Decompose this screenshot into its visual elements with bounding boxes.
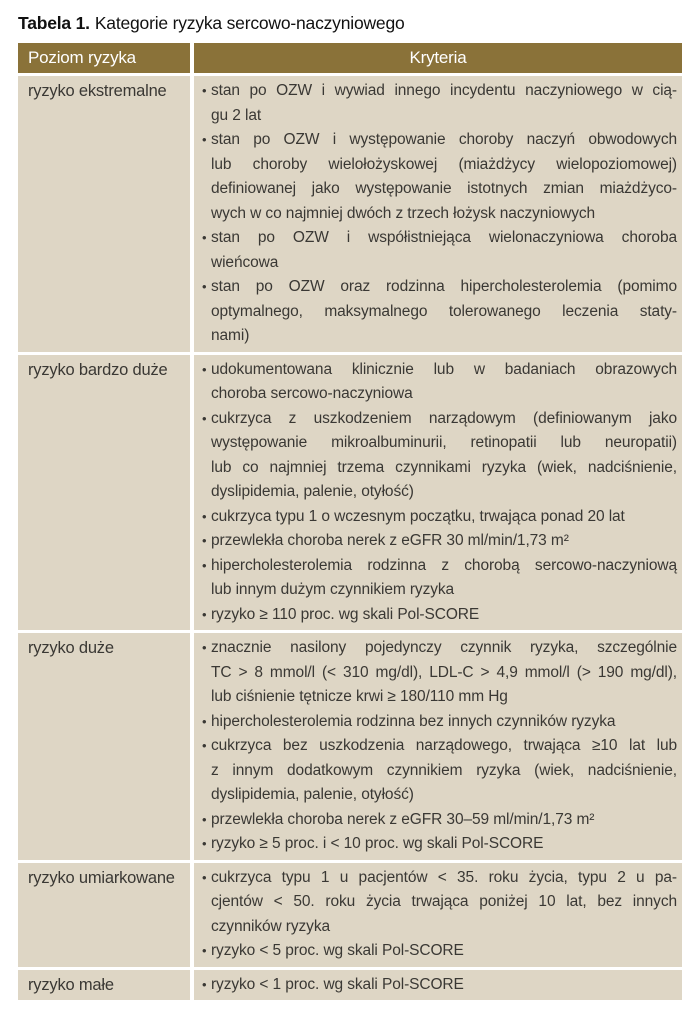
criteria-item	[202, 603, 677, 628]
bullet-icon: •	[202, 836, 207, 851]
criteria-item	[202, 939, 677, 964]
risk-level-cell: ryzyko ekstremalne	[18, 76, 190, 352]
criteria-line: występowanie mikroalbuminurii, retinopatii lub neuropatii)	[211, 434, 677, 451]
criteria-line: udokumentowana klinicznie lub w badaniach obrazowych	[211, 360, 677, 378]
criteria-item	[202, 128, 677, 226]
table-caption	[18, 13, 682, 34]
criteria-line: cukrzyca typu 1 u pacjentów < 35. roku życia, typu 2 u pa-	[211, 868, 677, 886]
criteria-item	[202, 866, 677, 940]
bullet-icon: •	[202, 508, 207, 524]
criteria-line: TC > 8 mmol/l (< 310 mg/dl), LDL-C > 4,9 mmol/l (> 190 mg/dl),	[211, 663, 677, 681]
criteria-line: stan po OZW i wywiad innego incydentu naczyniowego w cią-	[211, 82, 677, 99]
risk-level-cell: ryzyko bardzo duże	[18, 355, 190, 631]
criteria-cell	[194, 863, 682, 967]
criteria-line: wieńcowa	[211, 253, 279, 271]
criteria-line: znacznie nasilony pojedynczy czynnik ryzyka, szczególnie	[211, 639, 677, 656]
criteria-line: wych w co najmniej dwóch z trzech łożysk naczyniowych	[211, 204, 596, 222]
bullet-icon: •	[202, 410, 207, 426]
criteria-line: przewlekła choroba nerek z eGFR 30–59 ml/min/1,73 m²	[211, 810, 595, 828]
criteria-item	[202, 636, 677, 710]
criteria-item	[202, 710, 677, 735]
criteria-item	[202, 973, 677, 998]
criteria-line: stan po OZW oraz rodzinna hipercholesterolemia (pomimo	[211, 278, 677, 295]
criteria-line: przewlekła choroba nerek z eGFR 30 ml/min/1,73 m²	[211, 532, 569, 549]
bullet-icon: •	[202, 557, 207, 573]
criteria-line: lub innym dużym czynnikiem ryzyka	[211, 581, 455, 598]
criteria-line: cjentów < 50. roku życia trwająca poniżej 10 lat, bez innych	[211, 893, 677, 910]
criteria-line: cukrzyca z uszkodzeniem narządowym (definiowanym jako	[211, 409, 677, 427]
risk-level-cell: ryzyko umiarkowane	[18, 863, 190, 967]
criteria-line: nami)	[211, 327, 250, 344]
criteria-line: hipercholesterolemia rodzinna bez innych czynników ryzyka	[211, 712, 616, 730]
criteria-line: gu 2 lat	[211, 106, 262, 124]
criteria-item	[202, 407, 677, 505]
table-caption-text: Kategorie ryzyka sercowo-naczyniowego	[94, 13, 405, 33]
risk-level-cell: ryzyko małe	[18, 970, 190, 1001]
bullet-icon: •	[202, 738, 207, 753]
criteria-line: hipercholesterolemia rodzinna z chorobą sercowo-naczyniową	[211, 556, 677, 574]
criteria-item	[202, 226, 677, 275]
bullet-icon: •	[202, 361, 207, 377]
criteria-line: stan po OZW i współistniejąca wielonaczyniowa choroba	[211, 229, 677, 246]
criteria-line: dyslipidemia, palenie, otyłość)	[211, 483, 414, 500]
bullet-icon: •	[202, 230, 207, 245]
risk-level-cell: ryzyko duże	[18, 633, 190, 860]
criteria-item	[202, 79, 677, 128]
criteria-line: dyslipidemia, palenie, otyłość)	[211, 786, 414, 803]
criteria-item	[202, 734, 677, 808]
bullet-icon: •	[202, 83, 207, 98]
criteria-line: lub choroby wielołożyskowej (miażdżycy wielopoziomowej)	[211, 155, 677, 173]
criteria-line: definiowanej jako występowanie istotnych zmian miażdżyco-	[211, 180, 677, 197]
bullet-icon: •	[202, 279, 207, 294]
table-caption-label: Tabela 1.	[18, 13, 90, 33]
criteria-item	[202, 554, 677, 603]
criteria-cell	[194, 970, 682, 1001]
criteria-line: stan po OZW i występowanie choroby naczyń obwodowych	[211, 131, 677, 148]
criteria-cell	[194, 355, 682, 631]
criteria-line: czynników ryzyka	[211, 917, 330, 935]
bullet-icon: •	[202, 811, 207, 827]
bullet-icon: •	[202, 943, 207, 958]
criteria-line: ryzyko ≥ 110 proc. wg skali Pol-SCORE	[211, 605, 480, 623]
column-header-criteria: Kryteria	[194, 43, 682, 73]
risk-table	[18, 43, 682, 1000]
bullet-icon: •	[202, 869, 207, 885]
criteria-line: ryzyko < 1 proc. wg skali Pol-SCORE	[211, 975, 464, 993]
criteria-item	[202, 808, 677, 833]
criteria-item	[202, 529, 677, 554]
bullet-icon: •	[202, 640, 207, 655]
criteria-line: ryzyko ≥ 5 proc. i < 10 proc. wg skali Pol-SCORE	[211, 835, 544, 852]
criteria-cell	[194, 633, 682, 860]
criteria-line: ryzyko < 5 proc. wg skali Pol-SCORE	[211, 942, 464, 959]
criteria-line: choroba sercowo-naczyniowa	[211, 385, 413, 402]
bullet-icon: •	[202, 606, 207, 622]
bullet-icon: •	[202, 976, 207, 992]
criteria-item	[202, 275, 677, 349]
criteria-line: lub ciśnienie tętnicze krwi ≥ 180/110 mm Hg	[211, 688, 508, 705]
bullet-icon: •	[202, 533, 207, 548]
bullet-icon: •	[202, 713, 207, 729]
column-header-risk-level: Poziom ryzyka	[18, 43, 190, 73]
criteria-item	[202, 505, 677, 530]
criteria-cell	[194, 76, 682, 352]
criteria-line: optymalnego, maksymalnego tolerowanego leczenia staty-	[211, 302, 677, 320]
criteria-line: cukrzyca typu 1 o wczesnym początku, trwająca ponad 20 lat	[211, 507, 625, 525]
bullet-icon: •	[202, 132, 207, 147]
criteria-item	[202, 358, 677, 407]
criteria-line: z innym dodatkowym czynnikiem ryzyka (wiek, nadciśnienie,	[211, 761, 677, 779]
criteria-item	[202, 832, 677, 857]
criteria-line: lub co najmniej trzema czynnikami ryzyka (wiek, nadciśnienie,	[211, 458, 677, 476]
criteria-line: cukrzyca bez uszkodzenia narządowego, trwająca ≥10 lat lub	[211, 737, 677, 754]
